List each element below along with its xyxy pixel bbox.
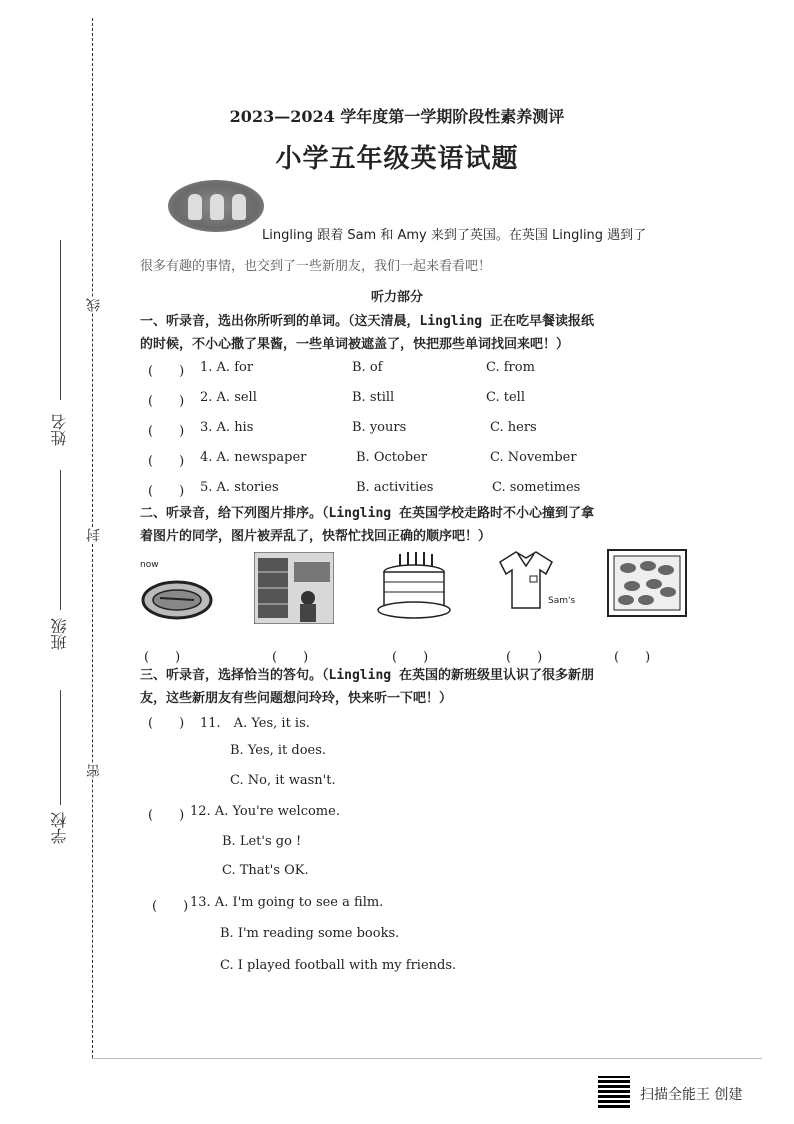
part2-instruction: 二、听录音，给下列图片排序。（Lingling 在英国学校走路时不小心撞到了拿 着图片的同学，图片被弄乱了，快帮忙找回正确的顺序吧！） [140,506,594,544]
school-label: 学校 [50,812,69,844]
pic-answer-1: ( ) [144,650,181,665]
pic-answer-3: ( ) [392,650,429,665]
mark-close: 密 [86,764,102,778]
intro-line-1: Lingling 跟着 Sam 和 Amy 来到了英国。在英国 Lingling 遇到了 [262,228,647,243]
bottom-rule [92,1058,762,1059]
intro-line-2: 很多有趣的事情，也交到了一些新朋友，我们一起来看看吧！ [140,259,492,274]
name-label: 姓名 [50,414,69,446]
picture-candy-box [606,548,688,622]
name-blank [60,240,61,400]
part1-instruction: 一、听录音，选出你所听到的单词。（这天清晨，Lingling 正在吃早餐读报纸 的时候，不小心撒了果酱，一些单词被遮盖了，快把那些单词找回来吧！） [140,314,594,352]
class-label: 班级 [50,618,69,650]
exam-title: 2023—2024 学年度第一学期阶段性素养测评 [229,107,565,126]
mark-line: 线 [86,298,102,312]
exam-subtitle: 小学五年级英语试题 [275,144,519,174]
intro-characters-image [168,180,264,232]
listening-section-title: 听力部分 [370,290,423,305]
part3-instruction: 三、听录音，选择恰当的答句。（Lingling 在英国的新班级里认识了很多新朋 友，这些新朋友有些问题想问玲玲，快来听一下吧！） [140,668,594,706]
pic-answer-4: ( ) [506,650,543,665]
picture-shop [254,552,334,628]
exam-page: 姓名 班级 学校 线 封 密 2023—2024 学年度第一学期阶段性素养测评 小学五年级英语试题 Lingling 跟着 Sam 和 Amy 来到了英国。在英国 Lingling 遇到了 很多有趣的事情，也交到了一些新朋友，我们一起来看看吧！ 听力部分 一、听录音，选出你所听到的单词。（这天清晨，Lingling 正在吃早餐读报纸 的时候，不小心撒了果酱，一些单词被遮盖了，快把那些单词找回来吧！） ( ) 1. A. for B. of C. from ( ) 2. A. sell B. still C. tell ( ) 3. A. his B. yours C. hers ( ) 4. A. newspaper B. October C. November ( ) 5. A. stories B. activities C. sometimes 二、听录音，给下列图片排序。（Lingling 在英国学校走路时不小心撞到了拿 着图片的同学，图片被弄乱了，快帮忙找回正确的顺序吧！） now Sam's ( ) ( ) ( ) ( ) ( ) 三、听录音，选择恰当的答句。（Lingling 在英国的新班级里认识了很多新朋 友，这些新朋友有些问题想问玲玲，快来听一下吧！） ( ) 11. A. Yes, it is. B. Yes, it does. C. No, it wasn't. ( ) 12. A. You're welcome. B. Let's go ! C. That's OK. ( ) 13. A. I'm going to see a film. B. I'm reading some books. C. I played football with my friends. 扫描全能王 创建 [0,0,794,1124]
scanner-watermark: 扫描全能王 创建 [640,1087,743,1103]
school-blank [60,690,61,805]
pic-answer-2: ( ) [272,650,309,665]
picture-sams-shirt: Sam's [496,548,556,618]
mark-seal: 封 [86,528,102,542]
qr-code-icon [598,1076,630,1108]
picture-birthday-cake [374,548,454,626]
class-blank [60,470,61,610]
pic-answer-5: ( ) [614,650,651,665]
